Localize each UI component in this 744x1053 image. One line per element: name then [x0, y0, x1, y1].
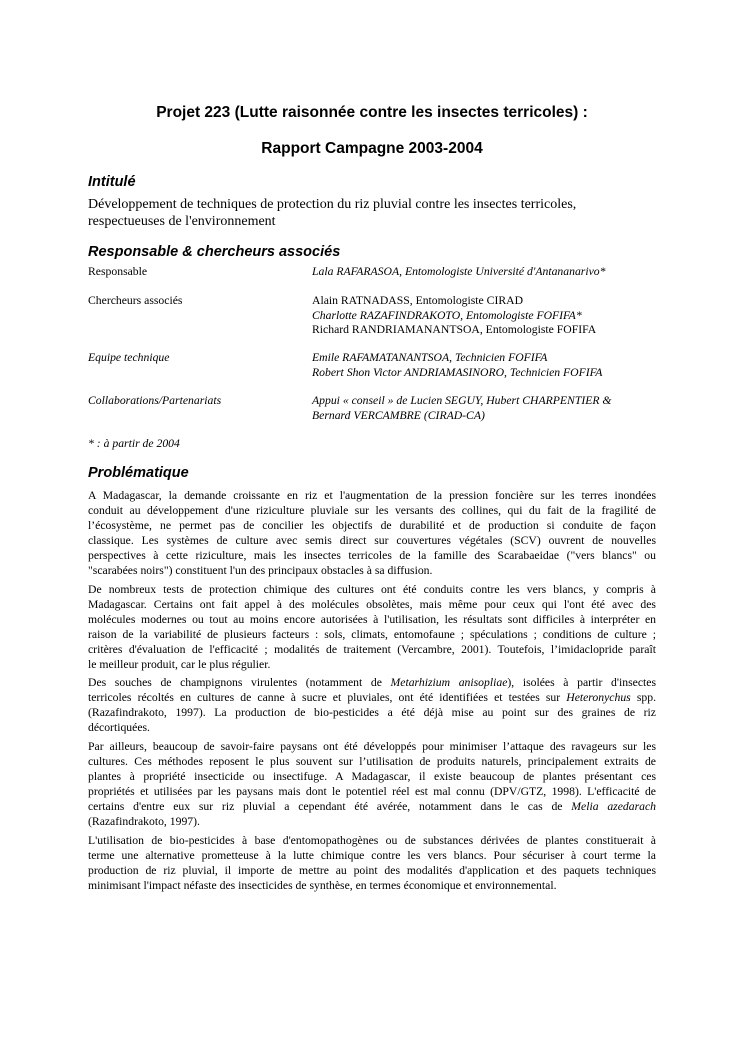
row-value: Bernard VERCAMBRE (CIRAD-CA): [312, 408, 485, 422]
paragraph-5: [88, 833, 656, 893]
row-value: Richard RANDRIAMANANTSOA, Entomologiste FOFIFA: [312, 323, 597, 336]
text-line: perspectives à cette riziculture, mais les insectes terricoles de la famille des Scarabaeidae ("vers blancs" ou: [88, 549, 656, 562]
text-line: [88, 675, 656, 690]
text-line: le meilleur produit, car le plus régulier.: [88, 658, 271, 671]
text-line: décortiquées.: [88, 721, 150, 734]
table-row: [88, 265, 658, 281]
row-values: [312, 394, 662, 423]
text-line: (Razafindrakoto, 1997). La production de bio-pesticides a été déjà mise au point sur des graines de riz: [88, 706, 656, 719]
responsables-heading: Responsable & chercheurs associés: [88, 244, 341, 260]
text-line: propriétés et utilisées par les paysans mais dont le potentiel réel est mal connu (DPV/GTZ, 1998). L'efficacité de: [88, 785, 656, 798]
table-row: [88, 294, 658, 340]
text-line: Madagascar. Certains ont fait appel à des molécules obsolètes, mais même pour ceux qui l'ont été avec des: [88, 598, 656, 611]
text-line: classique. Les systèmes de culture avec semis direct sur couvertures végétales (SCV) ouvrent de nouvelles: [88, 534, 656, 547]
row-label: Responsable: [88, 265, 148, 278]
species-name: Melia azedarach: [571, 800, 657, 813]
row-label: Chercheurs associés: [88, 294, 183, 307]
text-line: raison de la variabilité de plusieurs facteurs : sols, climats, entomofaune ; spéculations ; conditions de culture ;: [88, 628, 656, 641]
text-line: [88, 799, 656, 814]
text-segment: spp.: [630, 691, 656, 704]
text-segment: terricoles récoltés en cultures de canne à sucre et pluviales, ont été identifiées et testées sur: [88, 691, 567, 704]
table-row: [88, 394, 658, 426]
footnote: * : à partir de 2004: [88, 437, 180, 450]
text-line: plantes à propriété insecticide ou insectifuge. A Madagascar, il existe beaucoup de plantes présentant ces: [88, 770, 656, 783]
row-values: [312, 294, 662, 338]
row-value: Alain RATNADASS, Entomologiste CIRAD: [312, 294, 524, 307]
row-label: Collaborations/Partenariats: [88, 394, 222, 407]
intitule-line: Développement de techniques de protection du riz pluvial contre les insectes terricoles,: [88, 197, 577, 212]
row-value: Emile RAFAMATANANTSOA, Technicien FOFIFA: [312, 351, 548, 364]
report-subtitle: Rapport Campagne 2003-2004: [261, 140, 483, 157]
species-name: Heteronychus: [566, 691, 631, 704]
row-value: Appui « conseil » de Lucien SEGUY, Hubert CHARPENTIER &: [312, 394, 612, 407]
text-line: critères d'évaluation de l'efficacité ; modalités de traitement (Vercambre, 2001). Toutefois, l’imidaclopride paraît: [88, 643, 656, 656]
intitule-body: [88, 196, 688, 230]
text-line: terme une alternative prometteuse à la lutte chimique contre les vers blancs. Pour sécuriser à court terme la: [88, 849, 656, 862]
row-value: Charlotte RAZAFINDRAKOTO, Entomologiste FOFIFA*: [312, 308, 582, 322]
row-label: Equipe technique: [88, 351, 170, 364]
paragraph-4: [88, 739, 656, 829]
paragraph-2: [88, 582, 656, 672]
text-line: l’écosystème, ne permet pas de concilier les objectifs de durabilité et de production si conduite de façon: [88, 519, 656, 532]
text-line: De nombreux tests de protection chimique des cultures ont été conduits contre les vers blancs, y compris à: [88, 583, 656, 596]
text-line: Par ailleurs, beaucoup de savoir-faire paysans ont été développés pour minimiser l’attaque des ravageurs sur les: [88, 740, 656, 753]
text-line: molécules modernes ou tout au moins encore autorisées à l'utilisation, les résultats sont difficiles à interpréter en: [88, 613, 656, 626]
text-line: minimisant l'impact néfaste des insecticides de synthèse, en termes économique et environnemental.: [88, 879, 557, 892]
paragraph-3: [88, 675, 656, 735]
species-name: Metarhizium anisopliae: [390, 676, 508, 689]
table-row: [88, 351, 658, 383]
text-line: cultures. Ces méthodes reposent le plus souvent sur l’utilisation de produits naturels, principalement extraits de: [88, 755, 656, 768]
report-title: Projet 223 (Lutte raisonnée contre les insectes terricoles) :: [156, 104, 588, 121]
problematique-heading: Problématique: [88, 465, 189, 481]
text-line: conduit au développement d'une riziculture pluviale sur les versants des collines, qui du fait de la fragilité de: [88, 504, 656, 517]
row-value: Robert Shon Victor ANDRIAMASINORO, Technicien FOFIFA: [312, 365, 603, 379]
text-line: L'utilisation de bio-pesticides à base d'entomopathogènes ou de substances dérivées de plantes constituerait à: [88, 834, 656, 847]
paragraph-1: [88, 488, 656, 578]
text-segment: Des souches de champignons virulentes (notamment de: [88, 676, 391, 689]
intitule-line: respectueuses de l'environnement: [88, 214, 276, 229]
text-line: [88, 690, 656, 705]
text-segment: certains d'entre eux sur riz pluvial a cependant été avérée, notamment dans le cas de: [88, 800, 572, 813]
text-segment: ), isolées à partir d'insectes: [507, 676, 656, 689]
row-values: [312, 351, 662, 380]
row-value: Lala RAFARASOA, Entomologiste Université d'Antananarivo*: [312, 265, 606, 278]
text-line: A Madagascar, la demande croissante en riz et l'augmentation de la pression foncière sur les terres inondées: [88, 489, 656, 502]
text-line: (Razafindrakoto, 1997).: [88, 815, 200, 828]
intitule-heading: Intitulé: [88, 174, 136, 190]
text-line: "scarabées noirs") constituent l'un des principaux obstacles à sa diffusion.: [88, 564, 433, 577]
text-line: production de riz pluvial, il importe de mettre au point des modalités d'application et des paquets techniques: [88, 864, 656, 877]
